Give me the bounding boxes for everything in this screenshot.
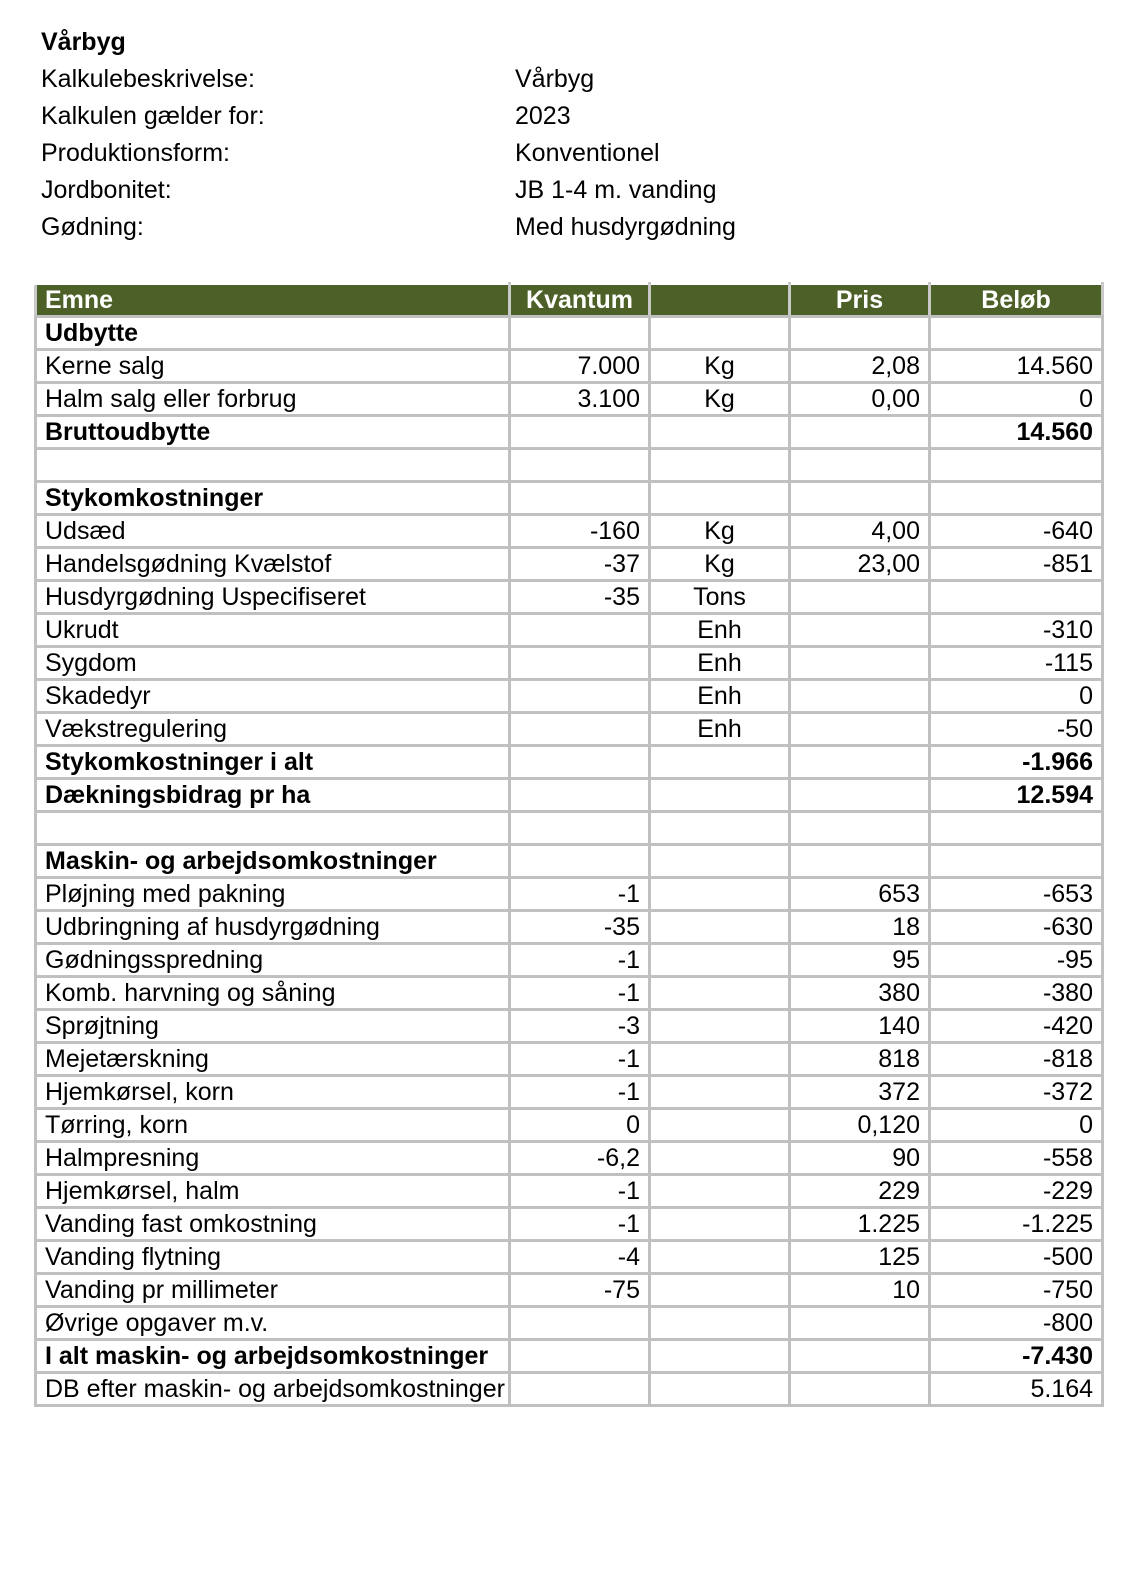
cell-enhed	[650, 416, 790, 449]
info-value: Konventionel	[515, 139, 660, 167]
table-row	[36, 812, 1103, 845]
cell-belob: 14.560	[930, 350, 1103, 383]
cell-emne: Gødningsspredning	[36, 944, 510, 977]
cell-emne: Handelsgødning Kvælstof	[36, 548, 510, 581]
cell-emne: Udsæd	[36, 515, 510, 548]
cell-belob: -818	[930, 1043, 1103, 1076]
cell-belob: -115	[930, 647, 1103, 680]
table-row	[36, 515, 1103, 548]
table-row	[36, 746, 1103, 779]
cell-kvantum: -1	[510, 1208, 650, 1241]
cell-emne: Halm salg eller forbrug	[36, 383, 510, 416]
info-value: 2023	[515, 102, 571, 130]
cell-belob: -50	[930, 713, 1103, 746]
cell-emne: Vanding pr millimeter	[36, 1274, 510, 1307]
cell-kvantum: -35	[510, 911, 650, 944]
cell-pris: 0,00	[790, 383, 930, 416]
cell-pris	[790, 1373, 930, 1406]
cell-enhed	[650, 317, 790, 350]
cell-enhed	[650, 779, 790, 812]
cell-belob	[930, 812, 1103, 845]
cell-kvantum	[510, 1373, 650, 1406]
cell-emne: Tørring, korn	[36, 1109, 510, 1142]
cell-kvantum: 0	[510, 1109, 650, 1142]
cell-kvantum: 7.000	[510, 350, 650, 383]
table-row	[36, 1307, 1103, 1340]
table-row	[36, 581, 1103, 614]
cell-enhed: Tons	[650, 581, 790, 614]
table-row	[36, 482, 1103, 515]
cell-belob: -229	[930, 1175, 1103, 1208]
cell-emne: Vanding flytning	[36, 1241, 510, 1274]
cell-kvantum	[510, 845, 650, 878]
cell-belob: -653	[930, 878, 1103, 911]
cell-kvantum: -4	[510, 1241, 650, 1274]
cell-kvantum: -6,2	[510, 1142, 650, 1175]
cell-belob: -800	[930, 1307, 1103, 1340]
cell-kvantum	[510, 746, 650, 779]
cell-pris: 90	[790, 1142, 930, 1175]
info-value: JB 1-4 m. vanding	[515, 176, 717, 204]
cell-enhed	[650, 1340, 790, 1373]
calculation-title: Vårbyg	[41, 28, 126, 56]
column-header-belob: Beløb	[930, 284, 1103, 317]
table-row	[36, 647, 1103, 680]
cell-pris: 140	[790, 1010, 930, 1043]
cell-kvantum	[510, 449, 650, 482]
table-row	[36, 977, 1103, 1010]
table-row	[36, 845, 1103, 878]
table-row	[36, 878, 1103, 911]
column-header-kvantum: Kvantum	[510, 284, 650, 317]
cell-belob: 14.560	[930, 416, 1103, 449]
cell-emne: I alt maskin- og arbejdsomkostninger	[36, 1340, 510, 1373]
cell-emne: Sprøjtning	[36, 1010, 510, 1043]
cell-pris: 372	[790, 1076, 930, 1109]
cell-enhed	[650, 1241, 790, 1274]
cell-pris	[790, 713, 930, 746]
table-row	[36, 944, 1103, 977]
cell-kvantum: -75	[510, 1274, 650, 1307]
table-row	[36, 911, 1103, 944]
table-row	[36, 383, 1103, 416]
cell-belob: -372	[930, 1076, 1103, 1109]
table-row	[36, 1241, 1103, 1274]
cell-emne: Halmpresning	[36, 1142, 510, 1175]
cell-emne: Vækstregulering	[36, 713, 510, 746]
column-header-unit	[650, 284, 790, 317]
cell-kvantum: -1	[510, 1043, 650, 1076]
cell-belob: -420	[930, 1010, 1103, 1043]
table-row	[36, 680, 1103, 713]
cell-belob	[930, 317, 1103, 350]
cell-pris: 653	[790, 878, 930, 911]
table-row	[36, 1043, 1103, 1076]
cell-emne: Sygdom	[36, 647, 510, 680]
cell-pris	[790, 1307, 930, 1340]
cell-pris: 380	[790, 977, 930, 1010]
cell-enhed	[650, 1208, 790, 1241]
table-row	[36, 713, 1103, 746]
cell-emne: Husdyrgødning Uspecifiseret	[36, 581, 510, 614]
cell-pris	[790, 746, 930, 779]
cell-kvantum	[510, 713, 650, 746]
cell-kvantum: -1	[510, 878, 650, 911]
cell-pris: 229	[790, 1175, 930, 1208]
cell-belob: -1.966	[930, 746, 1103, 779]
cell-kvantum: -1	[510, 977, 650, 1010]
cell-kvantum	[510, 647, 650, 680]
calculation-info	[41, 24, 1041, 246]
cell-pris	[790, 779, 930, 812]
cell-pris: 95	[790, 944, 930, 977]
table-row	[36, 1109, 1103, 1142]
cell-pris: 10	[790, 1274, 930, 1307]
cell-pris	[790, 614, 930, 647]
cell-belob: -310	[930, 614, 1103, 647]
cell-belob: -95	[930, 944, 1103, 977]
cell-pris	[790, 449, 930, 482]
cell-enhed: Enh	[650, 713, 790, 746]
cell-kvantum: -1	[510, 1076, 650, 1109]
table-row	[36, 1142, 1103, 1175]
cell-emne	[36, 449, 510, 482]
cell-belob: -558	[930, 1142, 1103, 1175]
cell-belob: 5.164	[930, 1373, 1103, 1406]
info-label: Jordbonitet:	[41, 176, 172, 204]
cell-enhed	[650, 449, 790, 482]
cell-emne: DB efter maskin- og arbejdsomkostninger	[36, 1373, 510, 1406]
cell-pris: 125	[790, 1241, 930, 1274]
cell-emne: Hjemkørsel, korn	[36, 1076, 510, 1109]
cell-belob: -640	[930, 515, 1103, 548]
cell-pris	[790, 1340, 930, 1373]
column-header-emne: Emne	[36, 284, 510, 317]
cell-emne: Stykomkostninger i alt	[36, 746, 510, 779]
cell-enhed	[650, 1142, 790, 1175]
cell-pris	[790, 680, 930, 713]
cell-belob: -630	[930, 911, 1103, 944]
info-value: Med husdyrgødning	[515, 213, 736, 241]
cell-kvantum	[510, 1340, 650, 1373]
cell-belob	[930, 845, 1103, 878]
cell-kvantum	[510, 416, 650, 449]
cell-belob: -1.225	[930, 1208, 1103, 1241]
table-row	[36, 317, 1103, 350]
cell-belob: -500	[930, 1241, 1103, 1274]
table-row	[36, 1076, 1103, 1109]
cell-enhed	[650, 878, 790, 911]
cell-emne: Ukrudt	[36, 614, 510, 647]
cell-enhed	[650, 1274, 790, 1307]
cell-pris: 2,08	[790, 350, 930, 383]
info-label: Produktionsform:	[41, 139, 230, 167]
cell-kvantum: -3	[510, 1010, 650, 1043]
cell-pris: 1.225	[790, 1208, 930, 1241]
cell-belob: 0	[930, 383, 1103, 416]
cell-emne: Hjemkørsel, halm	[36, 1175, 510, 1208]
cell-belob: 0	[930, 680, 1103, 713]
cell-enhed	[650, 845, 790, 878]
cell-emne: Kerne salg	[36, 350, 510, 383]
cell-enhed	[650, 944, 790, 977]
cell-kvantum	[510, 1307, 650, 1340]
cell-enhed	[650, 1043, 790, 1076]
cell-kvantum: -1	[510, 944, 650, 977]
cell-emne: Bruttoudbytte	[36, 416, 510, 449]
cell-emne: Stykomkostninger	[36, 482, 510, 515]
cell-pris: 18	[790, 911, 930, 944]
cell-belob: 12.594	[930, 779, 1103, 812]
cell-enhed: Enh	[650, 680, 790, 713]
info-row	[41, 135, 1041, 172]
cell-enhed	[650, 977, 790, 1010]
cell-pris: 0,120	[790, 1109, 930, 1142]
cell-enhed	[650, 1373, 790, 1406]
cell-emne: Komb. harvning og såning	[36, 977, 510, 1010]
cell-enhed: Enh	[650, 647, 790, 680]
cell-kvantum	[510, 317, 650, 350]
column-header-pris: Pris	[790, 284, 930, 317]
cell-enhed	[650, 1109, 790, 1142]
table-row	[36, 1010, 1103, 1043]
cell-pris	[790, 581, 930, 614]
cell-emne: Udbringning af husdyrgødning	[36, 911, 510, 944]
cell-enhed: Kg	[650, 350, 790, 383]
cell-kvantum: 3.100	[510, 383, 650, 416]
info-row	[41, 209, 1041, 246]
cell-kvantum: -160	[510, 515, 650, 548]
cell-kvantum	[510, 680, 650, 713]
cell-kvantum	[510, 614, 650, 647]
cell-emne: Pløjning med pakning	[36, 878, 510, 911]
cell-belob	[930, 581, 1103, 614]
cell-belob: -7.430	[930, 1340, 1103, 1373]
cell-pris: 23,00	[790, 548, 930, 581]
cell-pris	[790, 647, 930, 680]
cell-belob: -380	[930, 977, 1103, 1010]
calculation-table	[34, 282, 1104, 1407]
info-row	[41, 98, 1041, 135]
cell-belob	[930, 449, 1103, 482]
cell-pris	[790, 845, 930, 878]
table-row	[36, 1208, 1103, 1241]
info-value: Vårbyg	[515, 65, 595, 93]
cell-emne: Dækningsbidrag pr ha	[36, 779, 510, 812]
table-row	[36, 779, 1103, 812]
table-row	[36, 416, 1103, 449]
cell-enhed: Kg	[650, 548, 790, 581]
cell-emne: Øvrige opgaver m.v.	[36, 1307, 510, 1340]
cell-belob: -750	[930, 1274, 1103, 1307]
info-list	[41, 61, 1041, 246]
table-row	[36, 614, 1103, 647]
cell-pris	[790, 812, 930, 845]
cell-enhed	[650, 746, 790, 779]
cell-enhed	[650, 1076, 790, 1109]
cell-enhed	[650, 482, 790, 515]
cell-kvantum	[510, 779, 650, 812]
cell-enhed	[650, 1175, 790, 1208]
cell-pris	[790, 416, 930, 449]
info-label: Kalkulen gælder for:	[41, 102, 265, 130]
info-row	[41, 61, 1041, 98]
cell-kvantum	[510, 812, 650, 845]
cell-enhed	[650, 1010, 790, 1043]
cell-enhed: Kg	[650, 515, 790, 548]
cell-enhed: Kg	[650, 383, 790, 416]
table-row	[36, 1340, 1103, 1373]
cell-emne: Maskin- og arbejdsomkostninger	[36, 845, 510, 878]
cell-kvantum	[510, 482, 650, 515]
cell-pris: 4,00	[790, 515, 930, 548]
cell-kvantum: -35	[510, 581, 650, 614]
cell-enhed: Enh	[650, 614, 790, 647]
cell-emne: Skadedyr	[36, 680, 510, 713]
cell-enhed	[650, 1307, 790, 1340]
cell-emne: Mejetærskning	[36, 1043, 510, 1076]
cell-pris	[790, 482, 930, 515]
cell-pris	[790, 317, 930, 350]
table-row	[36, 1175, 1103, 1208]
cell-emne	[36, 812, 510, 845]
table-header-row	[36, 284, 1103, 317]
table-row	[36, 449, 1103, 482]
cell-belob: -851	[930, 548, 1103, 581]
table-row	[36, 350, 1103, 383]
cell-kvantum: -1	[510, 1175, 650, 1208]
table-row	[36, 1373, 1103, 1406]
info-row	[41, 172, 1041, 209]
cell-kvantum: -37	[510, 548, 650, 581]
table-body	[36, 317, 1103, 1406]
info-label: Gødning:	[41, 213, 144, 241]
table-row	[36, 1274, 1103, 1307]
cell-enhed	[650, 812, 790, 845]
table-row	[36, 548, 1103, 581]
cell-belob: 0	[930, 1109, 1103, 1142]
cell-emne: Vanding fast omkostning	[36, 1208, 510, 1241]
cell-emne: Udbytte	[36, 317, 510, 350]
cell-pris: 818	[790, 1043, 930, 1076]
info-label: Kalkulebeskrivelse:	[41, 65, 255, 93]
cell-belob	[930, 482, 1103, 515]
cell-enhed	[650, 911, 790, 944]
